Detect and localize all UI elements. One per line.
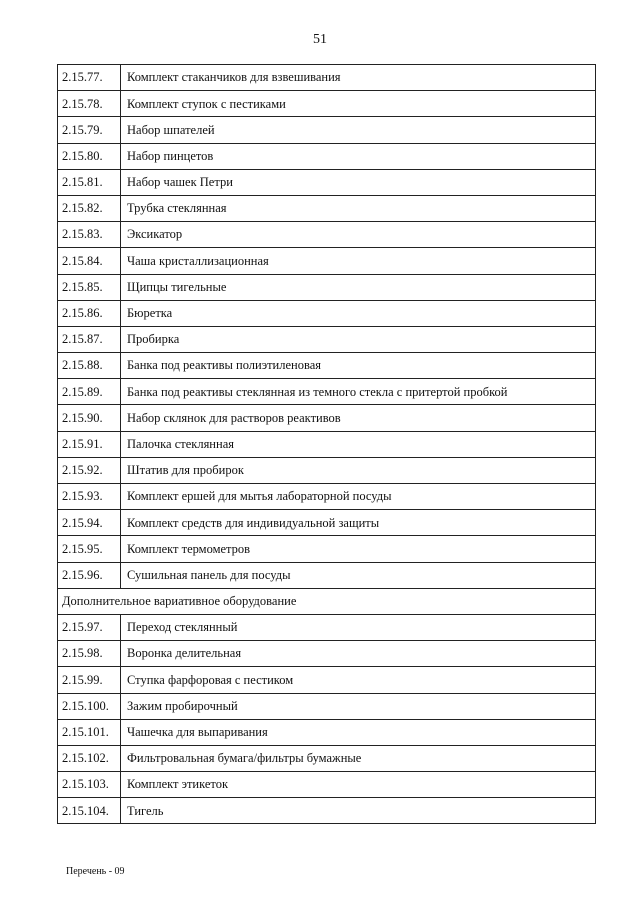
item-name: Сушильная панель для посуды xyxy=(121,562,596,588)
item-number: 2.15.91. xyxy=(58,431,121,457)
table-row xyxy=(58,431,596,457)
item-number: 2.15.82. xyxy=(58,195,121,221)
item-name: Банка под реактивы полиэтиленовая xyxy=(121,353,596,379)
table-row xyxy=(58,772,596,798)
table-row xyxy=(58,326,596,352)
table-row xyxy=(58,562,596,588)
table-row xyxy=(58,484,596,510)
table-row xyxy=(58,405,596,431)
table-row xyxy=(58,143,596,169)
item-name: Комплект ершей для мытья лабораторной посуды xyxy=(121,484,596,510)
item-number: 2.15.102. xyxy=(58,745,121,771)
item-name: Штатив для пробирок xyxy=(121,457,596,483)
table-row xyxy=(58,614,596,640)
item-number: 2.15.78. xyxy=(58,91,121,117)
item-name: Набор склянок для растворов реактивов xyxy=(121,405,596,431)
table-row xyxy=(58,510,596,536)
item-name: Щипцы тигельные xyxy=(121,274,596,300)
item-name: Комплект этикеток xyxy=(121,772,596,798)
item-name: Комплект стаканчиков для взвешивания xyxy=(121,65,596,91)
item-name: Палочка стеклянная xyxy=(121,431,596,457)
item-name: Ступка фарфоровая с пестиком xyxy=(121,667,596,693)
item-name: Бюретка xyxy=(121,300,596,326)
item-number: 2.15.96. xyxy=(58,562,121,588)
item-name: Набор шпателей xyxy=(121,117,596,143)
item-number: 2.15.80. xyxy=(58,143,121,169)
table-row xyxy=(58,222,596,248)
item-name: Трубка стеклянная xyxy=(121,195,596,221)
table-row xyxy=(58,65,596,91)
section-heading: Дополнительное вариативное оборудование xyxy=(58,588,596,614)
table-row xyxy=(58,91,596,117)
table-row xyxy=(58,457,596,483)
item-number: 2.15.90. xyxy=(58,405,121,431)
footer-label: Перечень - 09 xyxy=(66,866,125,877)
table-row xyxy=(58,300,596,326)
page-number: 51 xyxy=(313,32,327,47)
item-number: 2.15.83. xyxy=(58,222,121,248)
item-name: Воронка делительная xyxy=(121,641,596,667)
table-row xyxy=(58,536,596,562)
item-name: Набор чашек Петри xyxy=(121,169,596,195)
item-number: 2.15.84. xyxy=(58,248,121,274)
item-number: 2.15.103. xyxy=(58,772,121,798)
table-row xyxy=(58,719,596,745)
table-row xyxy=(58,693,596,719)
item-number: 2.15.79. xyxy=(58,117,121,143)
equipment-table-body xyxy=(58,65,596,824)
item-name: Чаша кристаллизационная xyxy=(121,248,596,274)
table-row xyxy=(58,641,596,667)
table-row xyxy=(58,379,596,405)
table-row xyxy=(58,353,596,379)
section-row xyxy=(58,588,596,614)
table-row xyxy=(58,195,596,221)
item-number: 2.15.85. xyxy=(58,274,121,300)
item-number: 2.15.99. xyxy=(58,667,121,693)
table-row xyxy=(58,248,596,274)
item-name: Банка под реактивы стеклянная из темного стекла с притертой пробкой xyxy=(121,379,596,405)
item-number: 2.15.87. xyxy=(58,326,121,352)
equipment-table xyxy=(57,64,596,824)
item-name: Комплект ступок с пестиками xyxy=(121,91,596,117)
item-name: Набор пинцетов xyxy=(121,143,596,169)
item-name: Эксикатор xyxy=(121,222,596,248)
item-number: 2.15.86. xyxy=(58,300,121,326)
item-number: 2.15.104. xyxy=(58,798,121,824)
item-name: Чашечка для выпаривания xyxy=(121,719,596,745)
table-row xyxy=(58,745,596,771)
item-name: Комплект термометров xyxy=(121,536,596,562)
table-row xyxy=(58,274,596,300)
item-number: 2.15.81. xyxy=(58,169,121,195)
item-name: Тигель xyxy=(121,798,596,824)
item-number: 2.15.77. xyxy=(58,65,121,91)
item-number: 2.15.98. xyxy=(58,641,121,667)
item-number: 2.15.101. xyxy=(58,719,121,745)
item-number: 2.15.88. xyxy=(58,353,121,379)
item-name: Зажим пробирочный xyxy=(121,693,596,719)
item-number: 2.15.100. xyxy=(58,693,121,719)
item-name: Пробирка xyxy=(121,326,596,352)
item-name: Фильтровальная бумага/фильтры бумажные xyxy=(121,745,596,771)
table-row xyxy=(58,798,596,824)
table-row xyxy=(58,667,596,693)
item-number: 2.15.89. xyxy=(58,379,121,405)
table-row xyxy=(58,169,596,195)
item-number: 2.15.93. xyxy=(58,484,121,510)
item-number: 2.15.95. xyxy=(58,536,121,562)
item-number: 2.15.97. xyxy=(58,614,121,640)
table-row xyxy=(58,117,596,143)
item-name: Переход стеклянный xyxy=(121,614,596,640)
item-name: Комплект средств для индивидуальной защиты xyxy=(121,510,596,536)
item-number: 2.15.92. xyxy=(58,457,121,483)
item-number: 2.15.94. xyxy=(58,510,121,536)
